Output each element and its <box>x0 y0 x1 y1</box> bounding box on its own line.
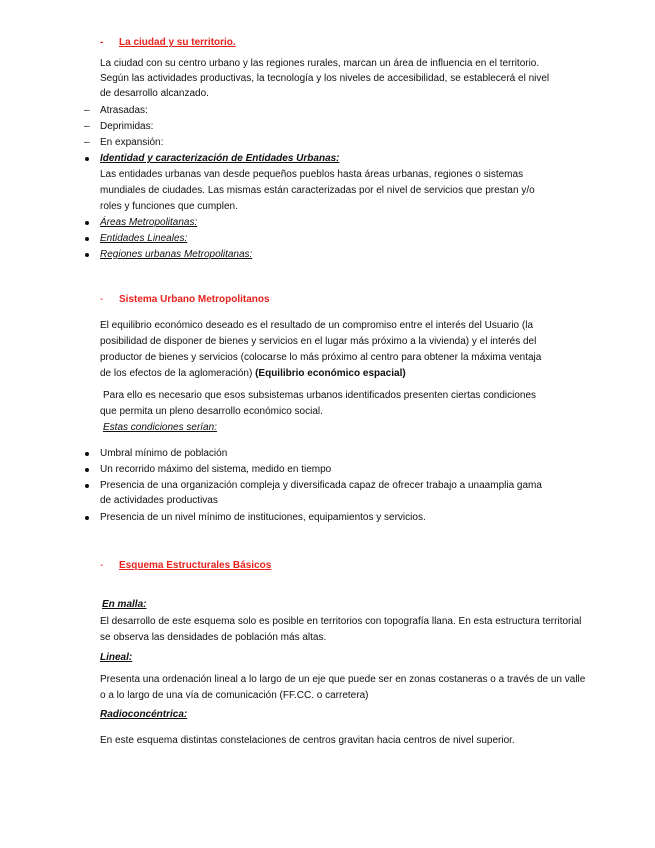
bullet-areas-metropolitanas: Áreas Metropolitanas: <box>100 217 198 228</box>
condition-item: Un recorrido máximo del sistema, medido en tiempo <box>100 464 332 475</box>
section1-title: La ciudad y su territorio. <box>119 37 236 48</box>
bullet-dot <box>85 157 89 161</box>
section2-para-line: El equilibrio económico deseado es el resultado de un compromiso entre el interés del Usuario (la <box>100 320 534 331</box>
section2-para2-line: Para ello es necesario que esos subsistemas urbanos identificados presenten ciertas condiciones <box>103 390 537 401</box>
section3-marker: - <box>100 560 104 571</box>
dash-marker: – <box>84 105 90 116</box>
dash-marker: – <box>84 121 90 132</box>
radioconcentrica-para: En este esquema distintas constelaciones de centros gravitan hacia centros de nivel superior. <box>100 735 515 746</box>
bullet-identidad-para-line: roles y funciones que cumplen. <box>100 201 238 212</box>
conditions-label: Estas condiciones serían: <box>103 422 217 433</box>
lineal-para-line: o a lo largo de una vía de comunicación (FF.CC. o carretera) <box>100 690 369 701</box>
bullet-regiones-urbanas: Regiones urbanas Metropolitanas: <box>100 249 253 260</box>
malla-para-line: se observa las densidades de población más altas. <box>100 632 327 643</box>
bullet-dot <box>85 452 89 456</box>
bullet-dot <box>85 484 89 488</box>
bullet-identidad-para-line: mundiales de ciudades. Las mismas están caracterizadas por el nivel de servicios que prestan y/o <box>100 185 535 196</box>
section3-title: Esquema Estructurales Básicos <box>119 560 272 571</box>
bullet-dot <box>85 468 89 472</box>
section2-marker: - <box>100 294 104 305</box>
condition-item: Umbral mínimo de población <box>100 448 228 459</box>
section1-marker: - <box>100 37 104 48</box>
section2-para-line-last <box>100 366 406 382</box>
lineal-title: Lineal: <box>100 652 133 663</box>
malla-title: En malla: <box>102 599 147 610</box>
dash-marker: – <box>84 137 90 148</box>
bullet-identidad-para-line: Las entidades urbanas van desde pequeños pueblos hasta áreas urbanas, regiones o sistemas <box>100 169 524 180</box>
section2-para-text: de los efectos de la aglomeración) <box>100 368 253 379</box>
bullet-dot <box>85 221 89 225</box>
section2-para-line: productor de bienes y servicios (colocarse lo más próximo al centro para obtener la máxima ventaja <box>100 352 542 363</box>
radioconcentrica-title: Radioconcéntrica: <box>100 709 188 720</box>
condition-item: Presencia de un nivel mínimo de instituciones, equipamientos y servicios. <box>100 512 426 523</box>
bullet-dot <box>85 516 89 520</box>
dash-item-expansion: En expansión: <box>100 137 164 148</box>
section2-title: Sistema Urbano Metropolitanos <box>119 294 270 305</box>
condition-item-continued: de actividades productivas <box>100 495 218 506</box>
equilibrio-espacial: (Equilibrio económico espacial) <box>255 368 406 379</box>
bullet-dot <box>85 237 89 241</box>
dash-item-deprimidas: Deprimidas: <box>100 121 154 132</box>
bullet-identidad-title: Identidad y caracterización de Entidades Urbanas: <box>100 153 340 164</box>
dash-item-atrasadas: Atrasadas: <box>100 105 148 116</box>
bullet-entidades-lineales: Entidades Lineales: <box>100 233 188 244</box>
section1-para-line: de desarrollo alcanzado. <box>100 88 209 99</box>
condition-item: Presencia de una organización compleja y diversificada capaz de ofrecer trabajo a unaamplia gama <box>100 480 542 491</box>
bullet-dot <box>85 253 89 257</box>
section2-para-line: posibilidad de disponer de bienes y servicios en el lugar más próximo a la vivienda) y el interés del <box>100 336 537 347</box>
lineal-para-line: Presenta una ordenación lineal a lo largo de un eje que puede ser en zonas costaneras o a través de un valle <box>100 674 586 685</box>
malla-para-line: El desarrollo de este esquema solo es posible en territorios con topografía llana. En esta estructura territorial <box>100 616 582 627</box>
section2-para2-line: que permita un pleno desarrollo económico social. <box>100 406 323 417</box>
section1-para-line: Según las actividades productivas, la tecnología y los niveles de accesibilidad, se establecerá el nivel <box>100 73 550 84</box>
section1-para-line: La ciudad con su centro urbano y las regiones rurales, marcan un área de influencia en el territorio. <box>100 58 540 69</box>
